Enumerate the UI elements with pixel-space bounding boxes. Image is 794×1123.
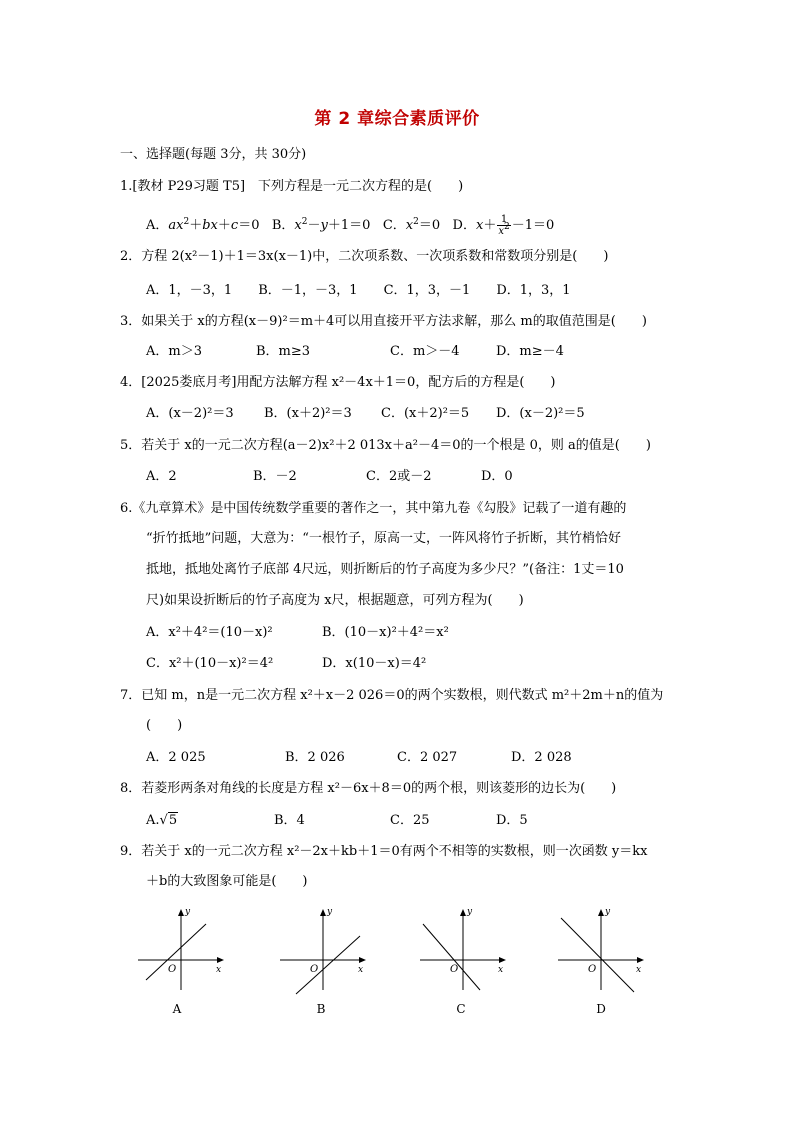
graph-c-origin: O [450, 964, 459, 975]
question-1-stem: 1.[教材 P29习题 T5] 下列方程是一元二次方程的是( ) [120, 179, 464, 194]
graph-b-origin: O [310, 964, 319, 975]
graph-b [278, 902, 378, 1001]
graph-a-label: A [172, 1002, 182, 1016]
question-6-option-c: C．x²＋(10－x)²＝4² [146, 656, 274, 671]
question-2-stem: 2．方程 2(x²－1)＋1＝3x(x－1)中，二次项系数、一次项系数和常数项分别是( ) [120, 249, 609, 264]
graph-d-label: D [596, 1002, 606, 1016]
question-8-option-d: D．5 [496, 813, 528, 828]
graph-c [418, 902, 518, 1001]
section-heading: 一、选择题(每题 3分，共 30分) [120, 147, 307, 162]
question-4-stem: 4．[2025娄底月考]用配方法解方程 x²－4x＋1＝0，配方后的方程是( ) [120, 375, 556, 390]
question-7-option-a: A．2 025 [146, 750, 206, 765]
graph-b-y-label: y [327, 907, 333, 917]
question-5-option-d: D．0 [481, 469, 513, 484]
question-7-option-d: D．2 028 [511, 750, 572, 765]
question-3-option-b: B．m≥3 [256, 344, 311, 359]
question-7-option-b: B．2 026 [285, 750, 345, 765]
question-9-line-2: ＋b的大致图象可能是( ) [146, 874, 308, 889]
graph-d [556, 902, 656, 1001]
question-7-line-2: ( ) [146, 718, 183, 733]
question-6-line-4: 尺)如果设折断后的竹子高度为 x尺，根据题意，可列方程为( ) [146, 593, 524, 608]
question-5-option-b: B．－2 [253, 469, 297, 484]
question-6-line-2: “折竹抵地”问题，大意为：“一根竹子，原高一丈，一阵风将竹子折断，其竹梢恰好 [146, 531, 621, 546]
graph-d-x-label: x [636, 965, 642, 975]
question-3-stem: 3．如果关于 x的方程(x－9)²＝m＋4可以用直接开平方法求解，那么 m的取值范围是( ) [120, 314, 647, 329]
graph-c-x-label: x [498, 965, 504, 975]
question-9-line-1: 9．若关于 x的一元二次方程 x²－2x＋kb＋1＝0有两个不相等的实数根，则一次函数 y＝kx [120, 844, 648, 859]
graph-a-origin: O [168, 964, 177, 975]
graph-a-y-label: y [185, 907, 191, 917]
graph-d-y-label: y [605, 907, 611, 917]
graph-a-x-label: x [216, 965, 222, 975]
graph-b-x-label: x [358, 965, 364, 975]
question-8-option-b: B．4 [274, 813, 305, 828]
question-3-option-d: D．m≥－4 [496, 344, 564, 359]
question-7-option-c: C．2 027 [397, 750, 458, 765]
question-3-option-a: A．m＞3 [146, 344, 202, 359]
question-6-option-b: B．(10－x)²＋4²＝x² [322, 625, 449, 640]
question-6-option-d: D．x(10－x)＝4² [322, 656, 427, 671]
question-8-stem: 8．若菱形两条对角线的长度是方程 x²－6x＋8＝0的两个根，则该菱形的边长为( ) [120, 781, 617, 796]
question-4-option-c: C．(x＋2)²＝5 [381, 406, 470, 421]
question-8-option-a: A.√5 [146, 813, 178, 828]
page-title: 第 2 章综合素质评价 [314, 109, 480, 129]
question-2-options: A．1，－3，1 B．－1，－3，1 C．1，3，－1 D．1，3，1 [146, 283, 571, 298]
graph-d-origin: O [588, 964, 597, 975]
graph-b-label: B [316, 1002, 326, 1016]
question-7-line-1: 7．已知 m，n是一元二次方程 x²＋x－2 026＝0的两个实数根，则代数式 m²＋2m＋n的值为 [120, 688, 664, 703]
question-3-option-c: C．m＞－4 [390, 344, 460, 359]
question-4-option-d: D．(x－2)²＝5 [496, 406, 585, 421]
question-5-option-c: C．2或－2 [366, 469, 432, 484]
question-5-stem: 5．若关于 x的一元二次方程(a－2)x²＋2 013x＋a²－4＝0的一个根是 0，则 a的值是( ) [120, 438, 651, 453]
graph-c-y-label: y [467, 907, 473, 917]
question-8-option-c: C．25 [390, 813, 430, 828]
question-6-option-a: A．x²＋4²＝(10－x)² [146, 625, 273, 640]
question-1-options: A．$ax^2+bx+c=0$ B．$x^2-y+1=0$ C．$x^2=0$ D．x＋ $\frac{1}{x^2}$ －1＝0 [146, 214, 555, 237]
graph-a [136, 902, 236, 1001]
question-6-line-1: 6.《九章算术》是中国传统数学重要的著作之一，其中第九卷《勾股》记载了一道有趣的 [120, 501, 627, 516]
question-5-option-a: A．2 [146, 469, 177, 484]
question-4-option-b: B．(x＋2)²＝3 [264, 406, 352, 421]
graph-c-label: C [456, 1002, 466, 1016]
question-4-option-a: A．(x－2)²＝3 [146, 406, 234, 421]
question-6-line-3: 抵地，抵地处离竹子底部 4尺远，则折断后的竹子高度为多少尺？”(备注：1丈＝10 [146, 562, 624, 577]
